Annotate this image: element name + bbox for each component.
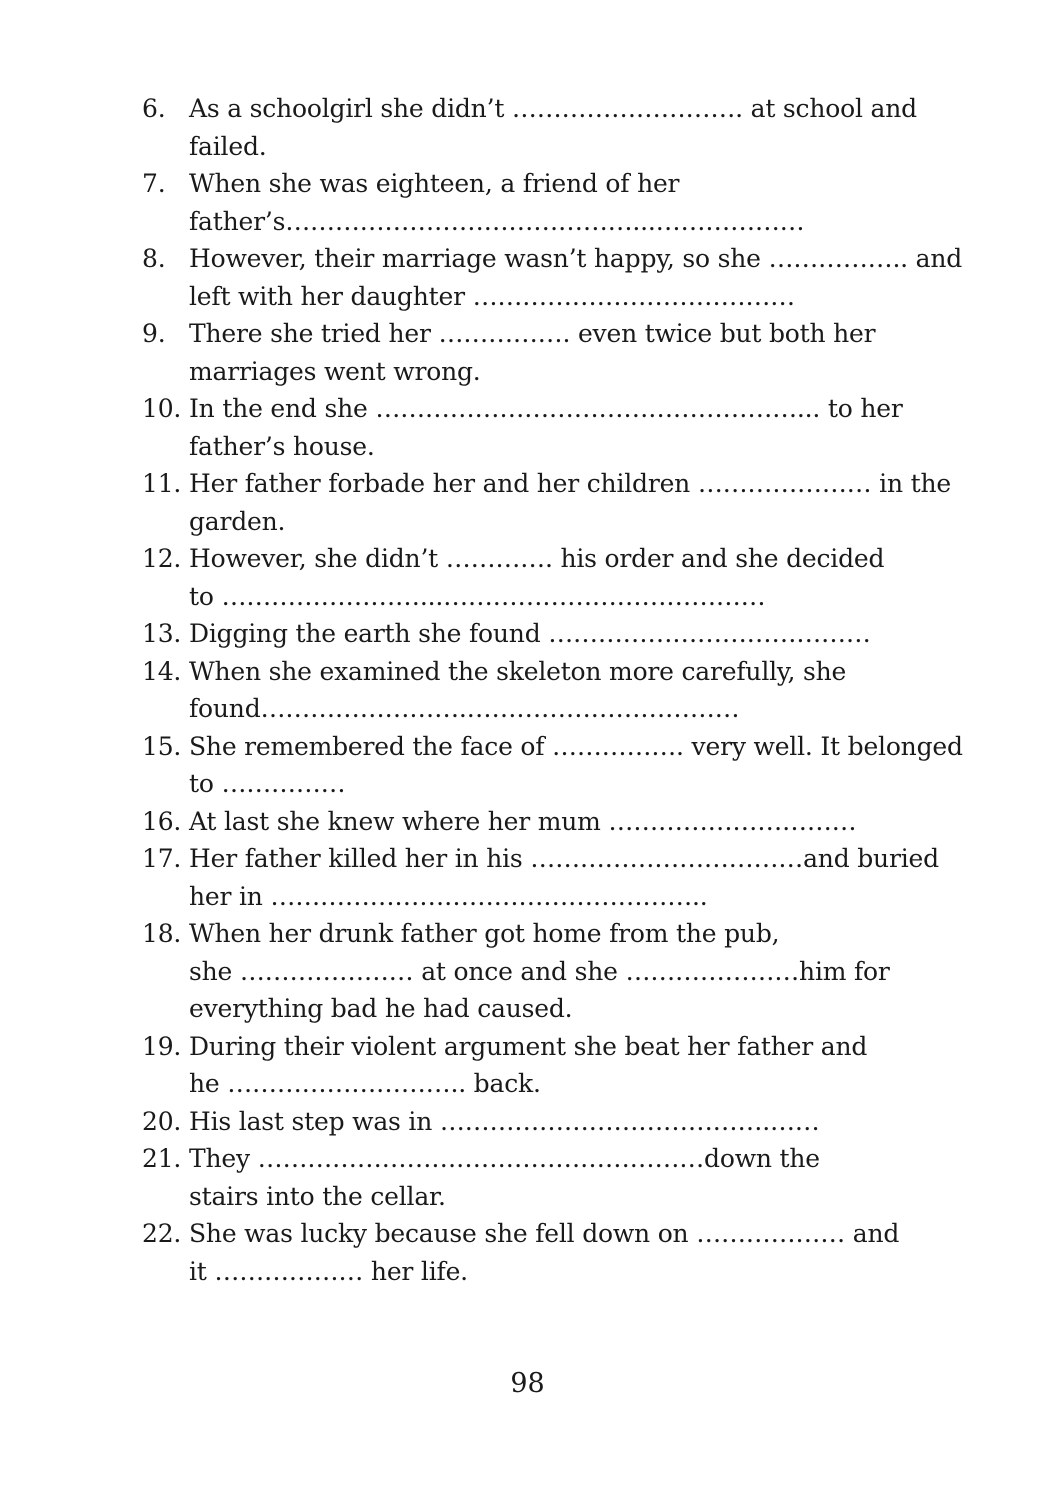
list-item	[142, 540, 1042, 615]
list-item	[142, 653, 1042, 728]
item-text: She remembered the face of ……………. very well. It belonged	[189, 731, 963, 761]
item-number: 20.	[142, 1106, 182, 1136]
item-number: 19.	[142, 1031, 182, 1061]
item-number: 9.	[142, 319, 166, 348]
item-text: At last she knew where her mum …………………………	[189, 806, 857, 836]
list-item	[142, 1103, 1042, 1141]
page-number: 98	[510, 1368, 545, 1399]
list-item	[142, 803, 1042, 841]
item-text: There she tried her ……………. even twice but both her	[189, 319, 876, 348]
item-number: 17.	[142, 844, 182, 873]
item-number: 13.	[142, 619, 182, 648]
item-text: His last step was in ………………………………….……	[189, 1106, 820, 1136]
item-number: 12.	[142, 544, 182, 573]
item-number: 7.	[142, 169, 166, 198]
list-item	[142, 90, 1042, 165]
item-text: left with her daughter …………………………………	[189, 281, 795, 311]
item-text: found…………………….……………………………	[189, 694, 740, 723]
item-text: it ……………… her life.	[189, 1256, 468, 1286]
item-text: However, their marriage wasn’t happy, so she …………….. and	[189, 244, 963, 273]
item-text: to ……………………...…………………………………	[189, 581, 766, 611]
item-text: Her father killed her in his ……………………………and buried	[189, 844, 939, 873]
exercise-list	[142, 90, 1042, 1290]
list-item	[142, 1215, 1042, 1290]
item-text: father’s house.	[189, 431, 375, 461]
item-number: 22.	[142, 1219, 182, 1248]
list-item	[142, 728, 1042, 803]
item-text: When her drunk father got home from the pub,	[189, 919, 780, 948]
item-number: 15.	[142, 731, 182, 761]
item-text: everything bad he had caused.	[189, 994, 573, 1023]
list-item	[142, 615, 1042, 653]
list-item	[142, 915, 1042, 1028]
item-text: During their violent argument she beat her father and	[189, 1031, 868, 1061]
list-item	[142, 240, 1042, 315]
item-number: 21.	[142, 1144, 182, 1173]
item-text: stairs into the cellar.	[189, 1181, 446, 1211]
item-text: he ……………………….. back.	[189, 1069, 541, 1098]
list-item	[142, 390, 1042, 465]
item-text: When she examined the skeleton more carefully, she	[189, 656, 847, 686]
item-text: garden.	[189, 506, 286, 536]
item-number: 11.	[142, 469, 182, 498]
item-text: However, she didn’t …………. his order and she decided	[189, 544, 885, 573]
item-text: she ………………… at once and she …………………him for	[189, 956, 890, 986]
list-item	[142, 165, 1042, 240]
item-text: Her father forbade her and her children ………………… in the	[189, 469, 951, 498]
item-number: 14.	[142, 656, 182, 686]
item-text: to ……………	[189, 769, 346, 798]
item-text: In the end she ……………………………………………... to her	[189, 394, 903, 423]
item-text: When she was eighteen, a friend of her	[189, 169, 680, 198]
item-text: She was lucky because she fell down on ……………… and	[189, 1219, 900, 1248]
item-number: 8.	[142, 244, 166, 273]
list-item	[142, 1028, 1042, 1103]
item-text: failed.	[189, 131, 267, 161]
item-text: her in ……………………………………………..	[189, 881, 708, 911]
item-text: Digging the earth she found …………………………………	[189, 619, 871, 648]
item-number: 18.	[142, 919, 182, 948]
item-number: 16.	[142, 806, 182, 836]
item-text: marriages went wrong.	[189, 356, 481, 386]
item-text: They ………………………………………………down the	[189, 1144, 820, 1173]
item-number: 10.	[142, 394, 182, 423]
item-text: father’s……………………………………...………………	[189, 206, 805, 236]
list-item	[142, 465, 1042, 540]
item-number: 6.	[142, 94, 166, 123]
item-text: As a schoolgirl she didn’t ………………………. at school and	[189, 94, 917, 123]
list-item	[142, 315, 1042, 390]
list-item	[142, 1140, 1042, 1215]
list-item	[142, 840, 1042, 915]
